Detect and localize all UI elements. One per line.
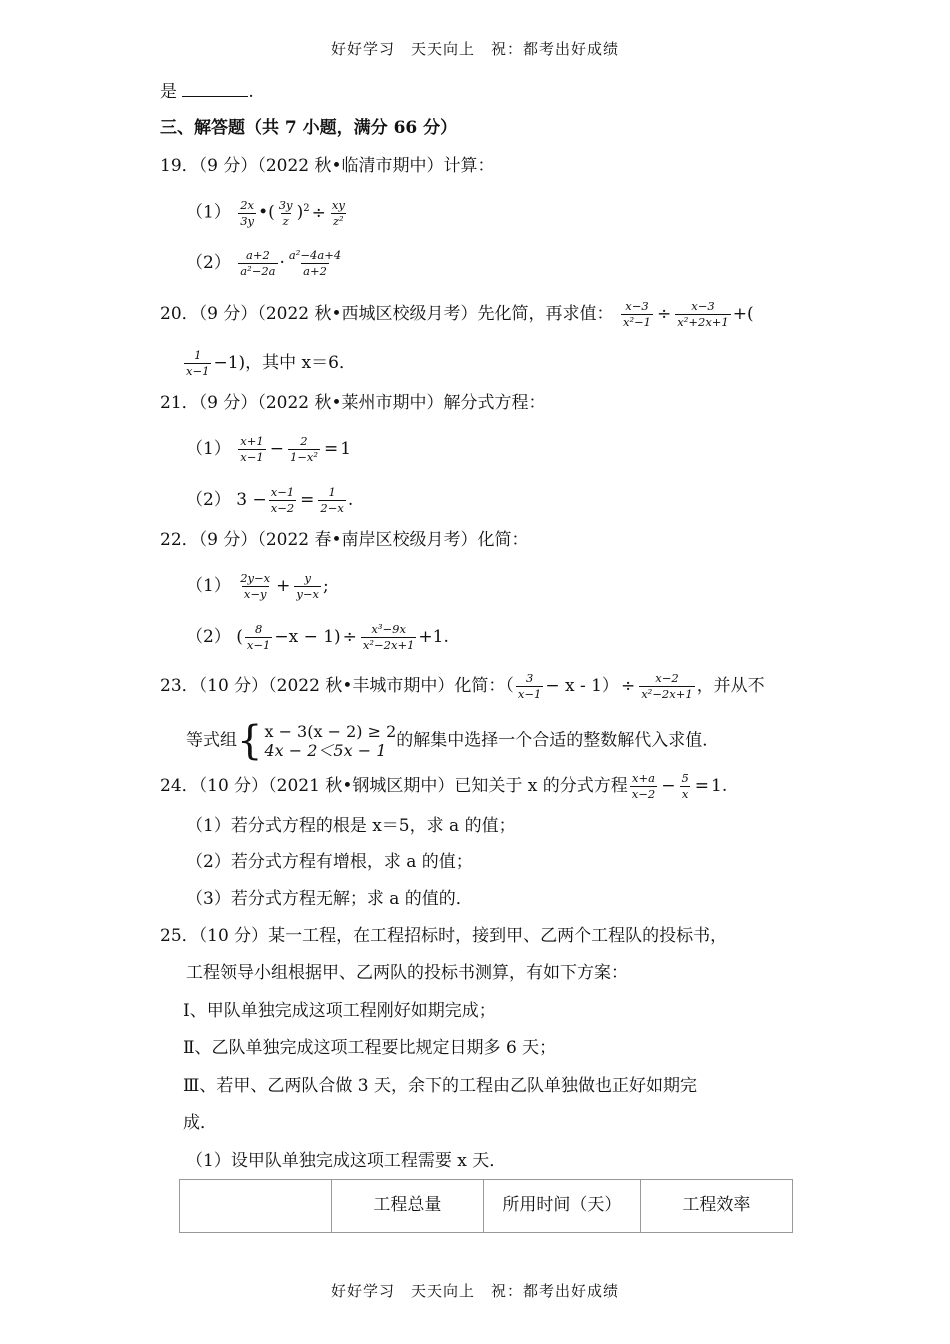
fraction: $\frac{2x}{3y}$ bbox=[240, 197, 255, 228]
work-table bbox=[179, 1179, 793, 1233]
q25-stem-cont: 工程领导小组根据甲、乙两队的投标书测算，有如下方案： bbox=[186, 963, 628, 983]
q25-part1: （1）设甲队单独完成这项工程需要 x 天． bbox=[186, 1151, 507, 1171]
fraction: $\frac{x-2}{\text{x²−2x+1}}$ bbox=[641, 671, 693, 701]
part-label: （1） bbox=[186, 202, 231, 223]
q22-stem: 22．（9 分）（2022 春•南岸区校级月考）化简： bbox=[160, 530, 529, 550]
q21-part2: （2） 3 − $\frac{x-1}{x-2}$ = $\frac{1}{2-x}$ . bbox=[186, 485, 354, 515]
q23-stem: 23．（10 分）（2022 秋•丰城市期中）化简：（ $\frac{3}{x-1}$ − x ‑ 1） ÷ $\frac{x-2}{\text{x²−2x+1}}$ ，并从不 bbox=[160, 671, 765, 701]
brace-icon: { bbox=[237, 718, 263, 764]
fraction: $\frac{x+a}{x-2}$ bbox=[631, 771, 656, 801]
fraction: $\frac{x-3}{\text{x²−1}}$ bbox=[622, 299, 652, 329]
q19-stem: 19．（9 分）（2022 秋•临清市期中）计算： bbox=[160, 156, 495, 176]
q22-part2: （2） ( $\frac{8}{x-1}$ −x − 1) ÷ $\frac{\text{x³−9x}}{\text{x²−2x+1}}$ +1. bbox=[186, 622, 449, 652]
fraction: $\frac{5}{x}$ bbox=[681, 771, 689, 801]
fraction: $\frac{1}{x-1}$ bbox=[186, 348, 210, 378]
fraction: $\frac{x+1}{x-1}$ bbox=[240, 434, 264, 464]
q24-part1: （1）若分式方程的根是 x＝5，求 a 的值； bbox=[186, 816, 516, 836]
fraction: $\frac{3y}{z}$ bbox=[278, 197, 293, 228]
q19-part2: （2） $\frac{a+2}{\text{a²−2a}}$ · $\frac{\text{a²−4a+4}}{a+2}$ bbox=[186, 248, 342, 278]
q22-part1: （1） $\frac{2y-x}{x-y}$ + $\frac{y}{y-x}$ ; bbox=[186, 571, 329, 601]
fraction: $\frac{xy}{\text{z²}}$ bbox=[331, 197, 345, 228]
q24-part3: （3）若分式方程无解；求 a 的值的． bbox=[186, 889, 473, 909]
q21-stem: 21．（9 分）（2022 秋•莱州市期中）解分式方程： bbox=[160, 393, 546, 413]
table-header-cell bbox=[180, 1180, 332, 1233]
q19-part1: （1） $\frac{2x}{3y}$ •( $\frac{3y}{z}$ )$^2$ ÷ $\frac{xy}{\text{z²}}$ bbox=[186, 197, 345, 228]
inequality-system: x − 3(x − 2) ≥ 2 4x − 2＜5x − 1 bbox=[264, 722, 397, 760]
page-footer: 好好学习 天天向上 祝：都考出好成绩 bbox=[330, 1282, 619, 1300]
q24-part2: （2）若分式方程有增根，求 a 的值； bbox=[186, 852, 473, 872]
q25-plan3: Ⅲ、若甲、乙两队合做 3 天，余下的工程由乙队单独做也正好如期完 bbox=[183, 1076, 698, 1096]
answer-blank bbox=[182, 82, 248, 97]
is-text: 是 bbox=[160, 82, 177, 102]
q20-stem: 20．（9 分）（2022 秋•西城区校级月考）先化简，再求值： $\frac{x-3}{\text{x²−1}}$ ÷ $\frac{x-3}{\text{x²+2x+1}}$ +( bbox=[160, 299, 754, 329]
q24-stem: 24．（10 分）（2021 秋•钢城区期中）已知关于 x 的分式方程 $\frac{x+a}{x-2}$ − $\frac{5}{x}$ = 1. bbox=[160, 771, 728, 801]
fraction: $\frac{8}{x-1}$ bbox=[246, 622, 271, 652]
q25-plan1: Ⅰ、甲队单独完成这项工程刚好如期完成； bbox=[183, 1001, 496, 1021]
part-label: （2） bbox=[186, 253, 231, 273]
q18-tail: 是 . bbox=[160, 82, 254, 102]
q21-part1: （1） $\frac{x+1}{x-1}$ − $\frac{2}{\text{1−x²}}$ = 1 bbox=[186, 434, 352, 464]
fraction: $\frac{1}{2-x}$ bbox=[320, 485, 344, 515]
table-header-cell: 工程效率 bbox=[640, 1180, 792, 1233]
table-header-cell: 所用时间（天） bbox=[483, 1180, 640, 1233]
page-header: 好好学习 天天向上 祝：都考出好成绩 bbox=[330, 40, 619, 58]
fraction: $\frac{\text{x³−9x}}{\text{x²−2x+1}}$ bbox=[362, 622, 415, 652]
q25-stem: 25．（10 分）某一工程，在工程招标时，接到甲、乙两个工程队的投标书， bbox=[160, 926, 728, 946]
table-header-cell: 工程总量 bbox=[331, 1180, 483, 1233]
fraction: $\frac{x-1}{x-2}$ bbox=[270, 485, 295, 515]
fraction: $\frac{2}{\text{1−x²}}$ bbox=[289, 434, 318, 464]
section-title: 三、解答题（共 7 小题，满分 66 分） bbox=[160, 118, 458, 138]
fraction: $\frac{a+2}{\text{a²−2a}}$ bbox=[240, 248, 276, 278]
fraction: $\frac{y}{y-x}$ bbox=[296, 571, 320, 601]
q25-plan3-cont: 成． bbox=[183, 1113, 217, 1133]
fraction: $\frac{\text{a²−4a+4}}{a+2}$ bbox=[288, 248, 342, 278]
fraction: $\frac{x-3}{\text{x²+2x+1}}$ bbox=[677, 299, 729, 329]
table-row bbox=[180, 1180, 793, 1233]
fraction: $\frac{2y-x}{x-y}$ bbox=[240, 571, 271, 601]
q23-stem-cont: 等式组{ x − 3(x − 2) ≥ 2 4x − 2＜5x − 1 的解集中选择一个合适的整数解代入求值． bbox=[186, 718, 720, 764]
fraction: $\frac{3}{x-1}$ bbox=[517, 671, 542, 701]
q25-plan2: Ⅱ、乙队单独完成这项工程要比规定日期多 6 天； bbox=[183, 1038, 557, 1058]
q20-stem-cont: $\frac{1}{x-1}$ −1)，其中 x＝6． bbox=[186, 348, 356, 378]
